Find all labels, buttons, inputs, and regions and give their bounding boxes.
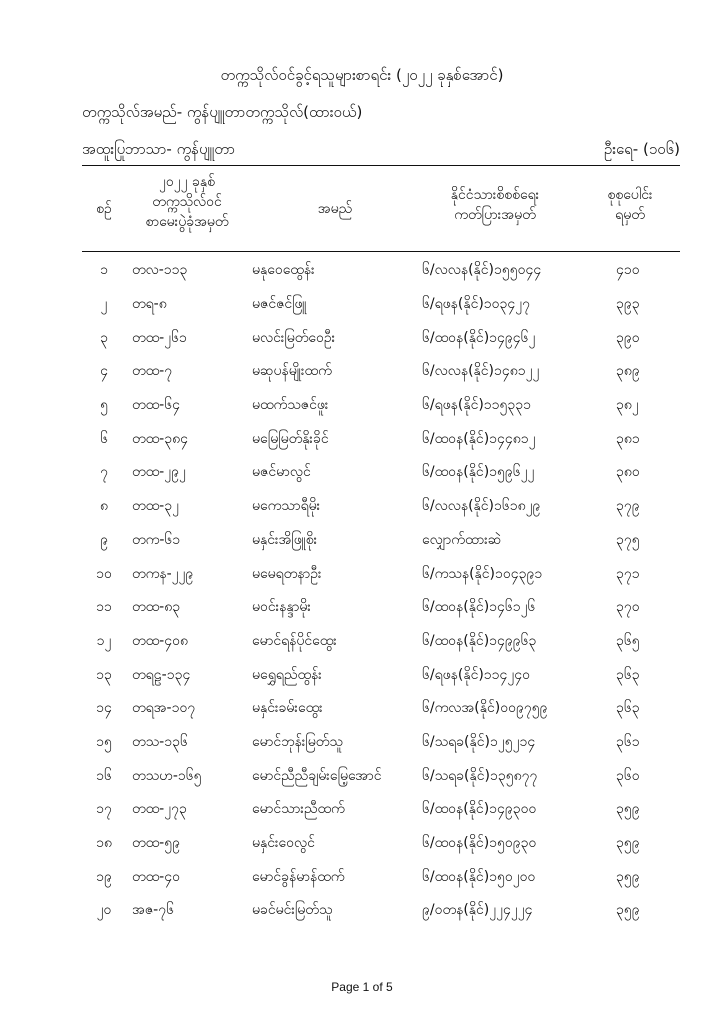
row-score: ၃၆၀: [616, 767, 640, 784]
row-score: ၃၇၉: [616, 498, 640, 515]
header-nrc-line2: ကတ်ပြားအမှတ်: [454, 207, 536, 223]
row-roll-number: တထ-၄၀၈: [132, 632, 188, 649]
row-nrc: ၆/သရခ(နိုင်)၁၃၅၈၇၇: [422, 767, 538, 784]
row-name: မောင်ရန်ပိုင်ထွေး: [252, 632, 337, 649]
row-name: မခင်မင်းမြတ်သူ: [252, 902, 333, 919]
quota-count: ဦးရေ- (၁၀၆): [603, 140, 680, 158]
row-score: ၃၉၃: [616, 296, 640, 313]
row-roll-number: တထ-၃၂: [132, 498, 179, 515]
row-name: မဝင်းနန္ဒာမိုး: [252, 599, 311, 616]
row-no: ၁: [100, 262, 108, 279]
row-no: ၁၉: [96, 868, 112, 885]
row-nrc: ၆/ကသန(နိုင်)၁၀၄၃၉၁: [422, 565, 543, 582]
row-no: ၁၂: [96, 632, 112, 649]
table-row: [82, 321, 682, 355]
row-score: ၃၆၅: [616, 632, 640, 649]
table-row: [82, 726, 682, 760]
row-no: ၁၆: [96, 767, 112, 784]
row-score: ၃၅၉: [616, 902, 640, 919]
table-row: [82, 557, 682, 591]
row-name: မဇင်ဇင်ဖြူ: [252, 296, 307, 313]
table-top-rule: [82, 165, 680, 166]
row-nrc: လျှောက်ထားဆဲ: [422, 531, 502, 548]
row-nrc: ၆/လလန(နိုင်)၁၄၈၁၂၂: [422, 363, 540, 380]
row-nrc: ၆/ထဝန(နိုင်)၁၅၉၆၂၂: [422, 464, 535, 481]
row-score: ၃၉၀: [616, 329, 640, 346]
table-row: [82, 490, 682, 524]
header-score-line1: စုစုပေါင်း: [607, 187, 653, 203]
row-roll-number: တထ-၅၉: [132, 835, 180, 852]
row-score: ၃၈၉: [616, 363, 640, 380]
header-roll-line3: စာမေးပွဲခုံအမှတ်: [145, 214, 229, 230]
row-score: ၃၆၁: [616, 733, 640, 750]
row-score: ၃၈၂: [616, 397, 639, 414]
row-nrc: ၆/ထဝန(နိုင်)၁၅၀၂၀၀: [422, 868, 536, 885]
row-nrc: ၆/ရဖန(နိုင်)၁၁၅၃၃၁: [422, 397, 532, 414]
row-no: ၂၀: [96, 902, 112, 919]
row-roll-number: တထ-၇: [132, 363, 173, 380]
header-total-score: [580, 185, 680, 225]
row-no: ၅: [100, 397, 108, 414]
row-roll-number: တထ-၆၄: [132, 397, 180, 414]
row-score: ၃၅၉: [616, 868, 640, 885]
table-row: [82, 827, 682, 861]
row-no: ၁၃: [96, 666, 112, 683]
row-no: ၁၁: [96, 599, 112, 616]
header-no: စဉ်: [96, 201, 112, 217]
table-row: [82, 524, 682, 558]
table-row: [82, 860, 682, 894]
row-no: ၁၄: [96, 700, 112, 717]
table-row: [82, 355, 682, 389]
row-no: ၂: [100, 296, 108, 313]
row-score: ၃၇၁: [616, 565, 640, 582]
row-roll-number: တထ-၈၃: [132, 599, 181, 616]
row-nrc: ၆/ကလအ(နိုင်)၀၀၉၇၅၉: [422, 700, 548, 717]
row-roll-number: တထ-၂၉၂: [132, 464, 186, 481]
table-row: [82, 625, 682, 659]
row-no: ၈: [100, 498, 108, 515]
row-nrc: ၆/သရခ(နိုင်)၁၂၅၂၁၄: [422, 733, 536, 750]
row-name: မနုဝေထွေန်း: [252, 262, 315, 279]
row-no: ၁၇: [96, 801, 112, 818]
row-name: မမေရတနာဦး: [252, 565, 322, 582]
major-subject: အထူးပြုဘာသာ- ကွန်ပျူတာ: [82, 140, 236, 158]
row-roll-number: တထ-၂၇၃: [132, 801, 187, 818]
row-score: ၃၅၉: [616, 835, 640, 852]
row-name: မောင်သားညီထက်: [252, 801, 345, 818]
row-no: ၉: [100, 531, 108, 548]
table-row: [82, 254, 682, 288]
table-row: [82, 759, 682, 793]
row-name: မဆုပန်မျိုးထက်: [252, 363, 332, 380]
row-no: ၁၈: [96, 835, 112, 852]
row-name: မရွှေရည်ထွန်း: [252, 666, 322, 683]
table-row: [82, 456, 682, 490]
row-name: မဇင်မာလွင်: [252, 464, 311, 481]
header-score-line2: ရမှတ်: [615, 207, 645, 223]
table-row: [82, 793, 682, 827]
table-row: [82, 658, 682, 692]
row-no: ၁၅: [96, 733, 112, 750]
row-nrc: ၆/ထဝန(နိုင်)၁၄၄၈၁၂: [422, 430, 536, 447]
row-no: ၃: [100, 329, 108, 346]
row-roll-number: တရ-၈: [132, 296, 167, 313]
header-roll-line1: ၂၀၂၂ ခုနှစ်: [159, 174, 215, 190]
row-nrc: ၆/ထဝန(နိုင်)၁၄၉၃၀၀: [422, 801, 537, 818]
header-name: အမည်: [317, 201, 353, 217]
row-name: မနှင်းဝေလွင်: [252, 835, 315, 852]
row-nrc: ၆/ထဝန(နိုင်)၁၅၀၉၃၀: [422, 835, 537, 852]
row-roll-number: တကန-၂၂၉: [132, 565, 194, 582]
row-score: ၄၁၀: [616, 262, 640, 279]
row-nrc: ၆/ရဖန(နိုင်)၁၀၃၄၂၇: [422, 296, 531, 313]
row-name: မလင်းမြတ်ဝေဦး: [252, 329, 336, 346]
row-no: ၁၀: [96, 565, 112, 582]
row-score: ၃၅၉: [616, 801, 640, 818]
row-name: မနှင်းအိဖြူစိုး: [252, 531, 318, 548]
row-name: မောင်ဘုန်းမြတ်သူ: [252, 733, 343, 750]
row-roll-number: တရဠ-၁၃၄: [132, 666, 191, 683]
table-row: [82, 288, 682, 322]
row-score: ၃၆၃: [616, 666, 640, 683]
header-roll-line2: တက္ကသိုလ်ဝင်: [152, 194, 222, 210]
row-nrc: ၆/လလန(နိုင်)၁၆၁၈၂၉: [422, 498, 541, 515]
university-name: တက္ကသိုလ်အမည်- ကွန်ပျူတာတက္ကသိုလ်(ထားဝယ်): [82, 103, 363, 121]
row-name: မောင်ညီညီချမ်းမြေ့အောင်: [252, 767, 382, 784]
row-no: ၆: [100, 430, 108, 447]
row-name: မမြေမြတ်နိုးခိုင်: [252, 430, 329, 447]
row-roll-number: တထ-၂၆၁: [132, 329, 187, 346]
row-score: ၃၈၁: [616, 430, 640, 447]
row-roll-number: တလ-၁၁၃: [132, 262, 188, 279]
document-title: တက္ကသိုလ်ဝင်ခွင့်ရသူများစာရင်း (၂၀၂၂ ခုနှစ်အောင်): [220, 66, 504, 84]
table-row: [82, 894, 682, 928]
row-score: ၃၆၃: [616, 700, 640, 717]
table-row: [82, 692, 682, 726]
row-roll-number: တသ-၁၃၆: [132, 733, 188, 750]
row-nrc: ၆/လလန(နိုင်)၁၅၅၀၄၄: [422, 262, 542, 279]
row-nrc: ၆/ရဖန(နိုင်)၁၁၄၂၄၀: [422, 666, 531, 683]
row-roll-number: တက-၆၁: [132, 531, 181, 548]
page-number: Page 1 of 5: [331, 980, 393, 994]
row-no: ၇: [100, 464, 108, 481]
row-roll-number: တရအ-၁၀၇: [132, 700, 196, 717]
row-score: ၃၇၀: [616, 599, 640, 616]
row-roll-number: တသဟ-၁၆၅: [132, 767, 202, 784]
row-nrc: ၆/ထဝန(နိုင်)၁၄၉၄၆၂: [422, 329, 536, 346]
row-name: မနှင်းခမ်းထွေး: [252, 700, 323, 717]
header-nrc: [420, 185, 570, 225]
row-score: ၃၇၅: [616, 531, 640, 548]
row-nrc: ၉/ဝတန(နိုင်)၂၂၄၂၂၄: [422, 902, 533, 919]
row-roll-number: အဇ-၇၆: [132, 902, 174, 919]
student-table-body: [82, 254, 682, 928]
row-nrc: ၆/ထဝန(နိုင်)၁၄၉၉၆၃: [422, 632, 537, 649]
header-roll-number: [128, 172, 246, 232]
table-row: [82, 422, 682, 456]
row-name: မောင်ခွန်မာန်ထက်: [252, 868, 345, 885]
row-nrc: ၆/ထဝန(နိုင်)၁၄၆၁၂၆: [422, 599, 536, 616]
table-row: [82, 389, 682, 423]
table-row: [82, 591, 682, 625]
table-header-rule: [82, 251, 680, 252]
row-name: မကေသာရီမိုး: [252, 498, 321, 515]
row-roll-number: တထ-၃၈၄: [132, 430, 188, 447]
row-no: ၄: [100, 363, 108, 380]
header-nrc-line1: နိုင်ငံသားစိစစ်ရေး: [450, 187, 540, 203]
row-roll-number: တထ-၄၀: [132, 868, 180, 885]
row-name: မထက်သဇင်ဖူး: [252, 397, 329, 414]
row-score: ၃၈၀: [616, 464, 640, 481]
